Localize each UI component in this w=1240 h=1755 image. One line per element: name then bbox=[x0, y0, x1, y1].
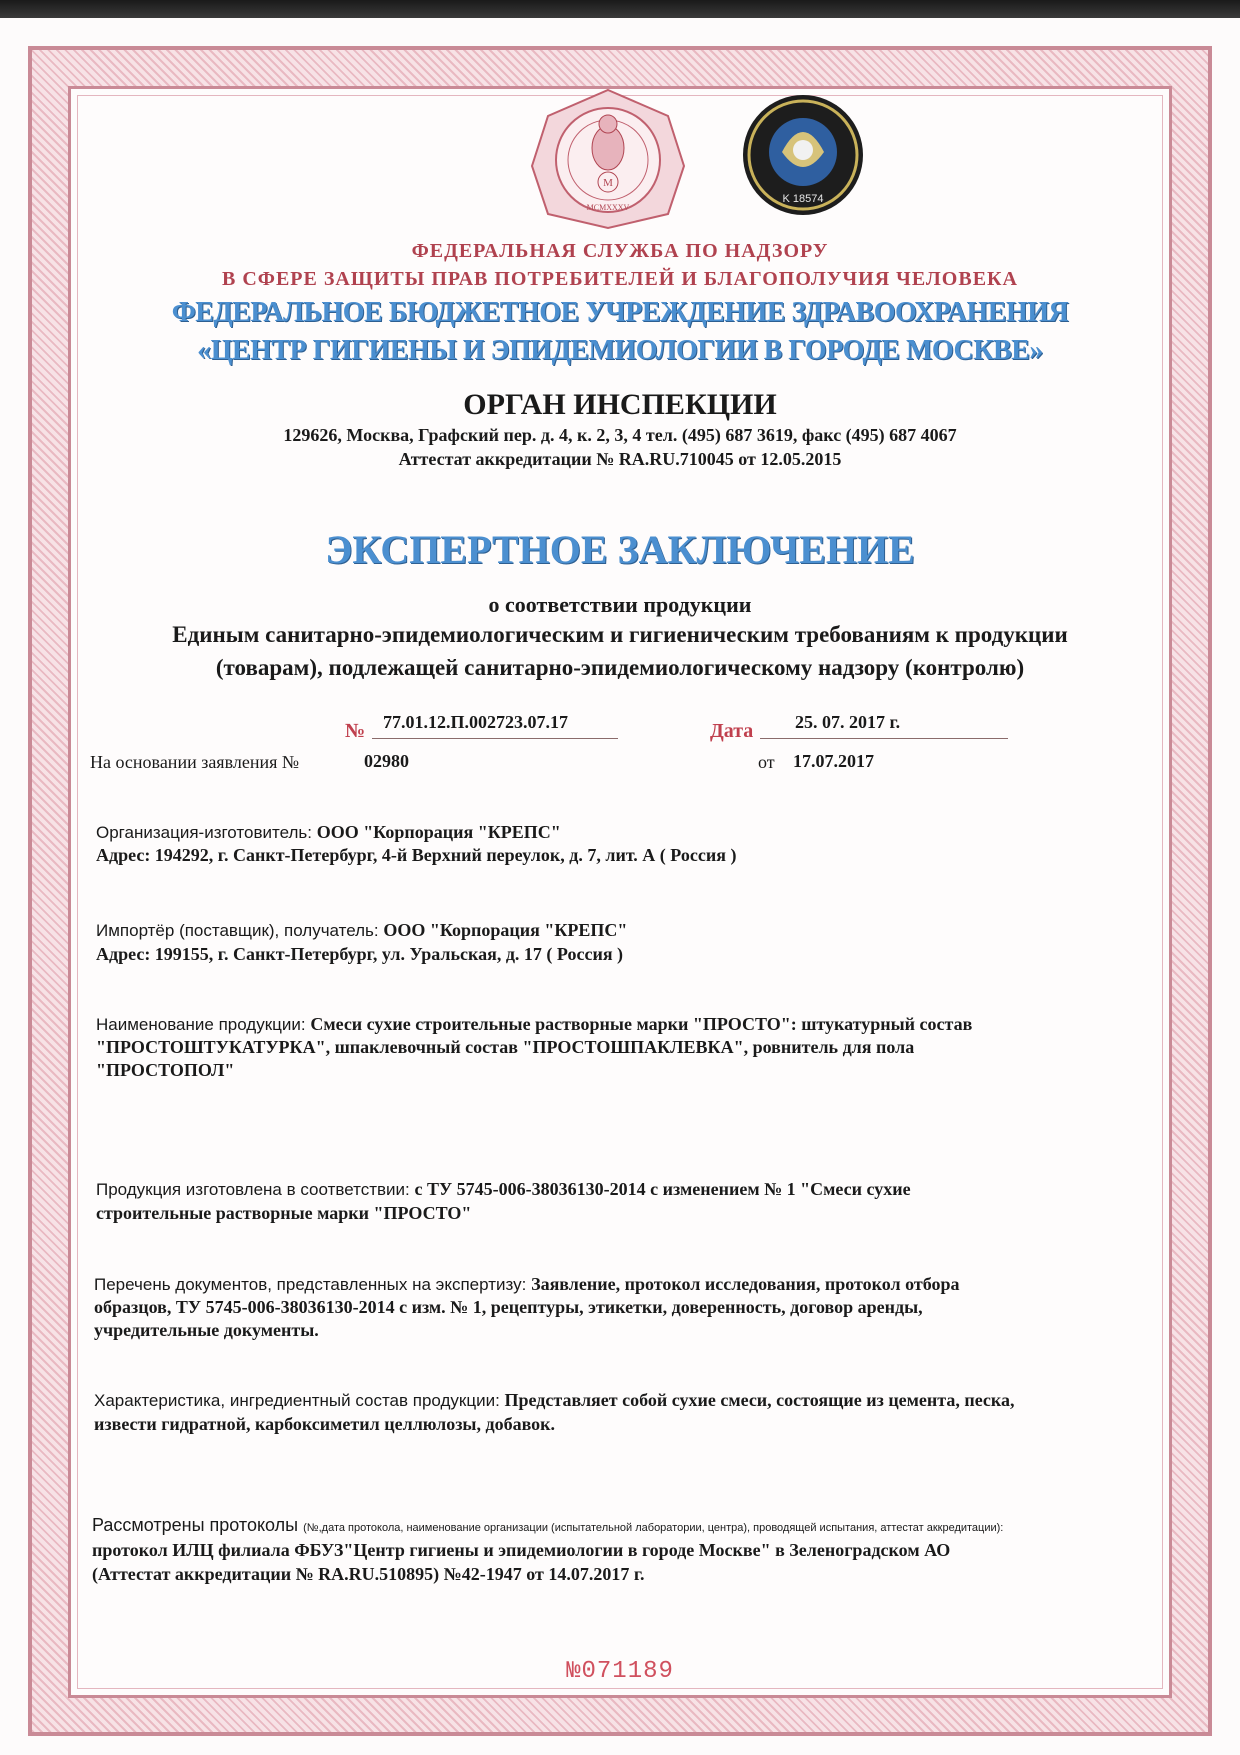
application-date: 17.07.2017 bbox=[793, 751, 874, 771]
svg-text:M: M bbox=[603, 177, 613, 189]
protocols-value-1: протокол ИЛЦ филиала ФБУЗ"Центр гигиены и эпидемиологии в городе Москве" в Зеленоградском АО bbox=[92, 1540, 951, 1560]
manufacturer-address: Адрес: 194292, г. Санкт-Петербург, 4-й Верхний переулок, д. 7, лит. А ( Россия ) bbox=[96, 845, 737, 865]
product-label: Наименование продукции: bbox=[96, 1015, 311, 1034]
org-line-1: ФЕДЕРАЛЬНОЕ БЮДЖЕТНОЕ УЧРЕЖДЕНИЕ ЗДРАВООХРАНЕНИЯ bbox=[171, 297, 1069, 328]
conclusion-number: 77.01.12.П.002723.07.17 bbox=[383, 712, 569, 732]
composition-label: Характеристика, ингредиентный состав продукции: bbox=[94, 1391, 505, 1410]
product-value-1: Смеси сухие строительные растворные марки "ПРОСТО": штукатурный состав bbox=[310, 1014, 973, 1034]
inspection-body-title: ОРГАН ИНСПЕКЦИИ bbox=[463, 388, 777, 421]
header-address: 129626, Москва, Графский пер. д. 4, к. 2, 3, 4 тел. (495) 687 3619, факс (495) 687 4067 bbox=[283, 425, 957, 445]
protocols-value-2: (Аттестат аккредитации № RA.RU.510895) №42-1947 от 14.07.2017 г. bbox=[92, 1564, 645, 1584]
seal-year-text: MCMXXXV bbox=[586, 203, 630, 212]
application-number: 02980 bbox=[364, 751, 409, 771]
protocols-line-label bbox=[92, 1515, 1003, 1536]
form-serial-number: №071189 bbox=[566, 1658, 674, 1685]
application-from-label: от bbox=[758, 752, 775, 772]
documents-value-2: образцов, ТУ 5745-006-38036130-2014 с изм. № 1, рецептуры, этикетки, доверенность, договор аренды, bbox=[94, 1297, 923, 1317]
product-value-3: "ПРОСТОПОЛ" bbox=[96, 1060, 235, 1080]
number-label: № bbox=[345, 720, 366, 742]
title-sub-3: (товарам), подлежащей санитарно-эпидемиологическому надзору (контролю) bbox=[215, 655, 1025, 680]
document-title: ЭКСПЕРТНОЕ ЗАКЛЮЧЕНИЕ bbox=[325, 527, 915, 572]
standard-line-1 bbox=[96, 1179, 911, 1200]
date-label: Дата bbox=[710, 720, 754, 742]
title-sub-1: о соответствии продукции bbox=[488, 592, 752, 617]
documents-label: Перечень документов, представленных на экспертизу: bbox=[94, 1275, 532, 1294]
conclusion-date: 25. 07. 2017 г. bbox=[795, 712, 901, 732]
rospotrebnadzor-seal-icon bbox=[528, 86, 688, 231]
application-label: На основании заявления № bbox=[90, 752, 300, 772]
importer-value: ООО "Корпорация "КРЕПС" bbox=[383, 920, 628, 940]
manufacturer-value: ООО "Корпорация "КРЕПС" bbox=[316, 822, 561, 842]
protocols-label: Рассмотрены протоколы bbox=[92, 1515, 304, 1535]
standard-value-2: строительные растворные марки "ПРОСТО" bbox=[96, 1203, 472, 1223]
protocols-note: (№,дата протокола, наименование организации (испытательной лаборатории, центра), проводящей испытания, аттестат аккредитации): bbox=[303, 1522, 1004, 1534]
header-accreditation: Аттестат аккредитации № RA.RU.710045 от 12.05.2015 bbox=[398, 449, 842, 469]
number-underline bbox=[372, 738, 618, 739]
composition-value-1: Представляет собой сухие смеси, состоящие из цемента, песка, bbox=[504, 1390, 1015, 1410]
documents-value-1: Заявление, протокол исследования, протокол отбора bbox=[531, 1274, 960, 1294]
standard-value-1: с ТУ 5745-006-38036130-2014 с изменением № 1 "Смеси сухие bbox=[414, 1179, 911, 1199]
product-value-2: "ПРОСТОШТУКАТУРКА", шпаклевочный состав "ПРОСТОШПАКЛЕВКА", ровнитель для пола bbox=[96, 1037, 915, 1057]
hologram-number-text: K 18574 bbox=[782, 193, 824, 205]
standard-label: Продукция изготовлена в соответствии: bbox=[96, 1180, 415, 1199]
date-underline bbox=[760, 738, 1008, 739]
agency-line-1: ФЕДЕРАЛЬНАЯ СЛУЖБА ПО НАДЗОРУ bbox=[411, 240, 829, 262]
importer-label: Импортёр (поставщик), получатель: bbox=[96, 921, 384, 940]
scan-top-edge bbox=[0, 0, 1240, 18]
manufacturer-line bbox=[96, 822, 561, 843]
importer-line bbox=[96, 920, 627, 941]
documents-value-3: учредительные документы. bbox=[94, 1320, 319, 1340]
composition-line-1 bbox=[94, 1390, 1015, 1411]
documents-line-1 bbox=[94, 1274, 960, 1295]
org-line-2: «ЦЕНТР ГИГИЕНЫ И ЭПИДЕМИОЛОГИИ В ГОРОДЕ МОСКВЕ» bbox=[197, 335, 1043, 366]
hologram-seal-icon bbox=[740, 92, 866, 218]
agency-line-2: В СФЕРЕ ЗАЩИТЫ ПРАВ ПОТРЕБИТЕЛЕЙ И БЛАГОПОЛУЧИЯ ЧЕЛОВЕКА bbox=[222, 268, 1018, 290]
manufacturer-label: Организация-изготовитель: bbox=[96, 823, 317, 842]
product-line-1 bbox=[96, 1014, 972, 1035]
composition-value-2: извести гидратной, карбоксиметил целлюлозы, добавок. bbox=[94, 1414, 556, 1434]
title-sub-2: Единым санитарно-эпидемиологическим и гигиеническим требованиям к продукции bbox=[172, 622, 1068, 647]
importer-address: Адрес: 199155, г. Санкт-Петербург, ул. Уральская, д. 17 ( Россия ) bbox=[96, 944, 624, 964]
